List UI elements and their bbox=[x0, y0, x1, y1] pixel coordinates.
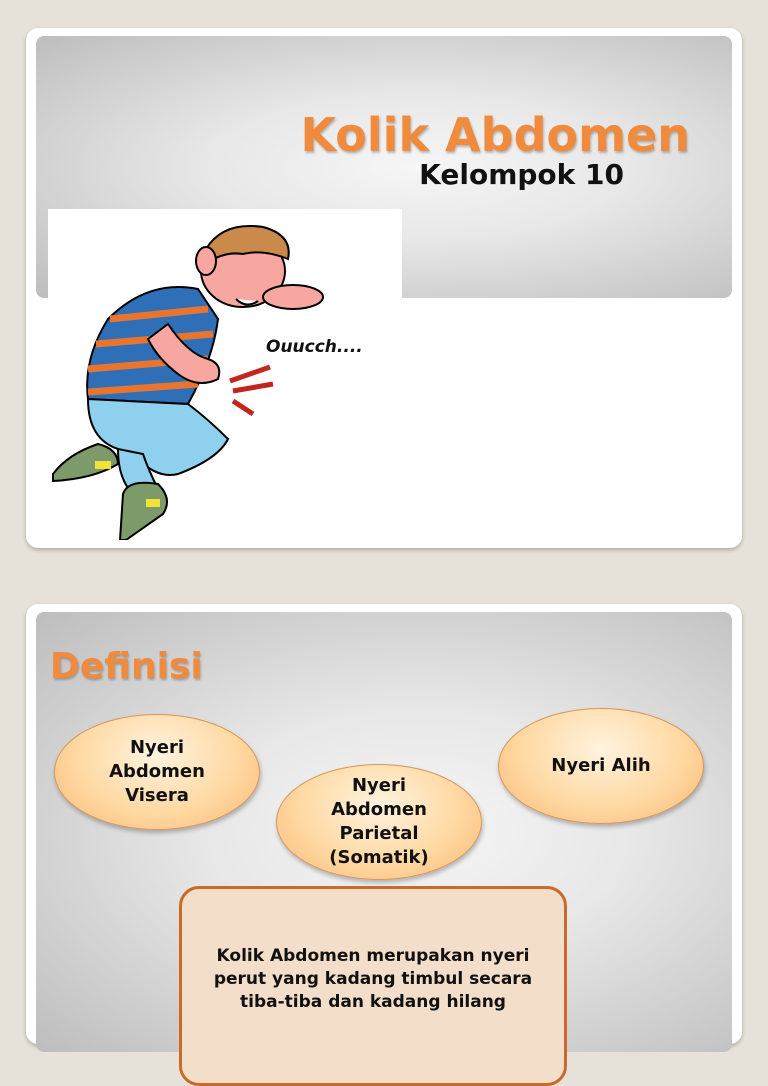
stomachache-clipart bbox=[48, 209, 402, 540]
slide-title: Kolik Abdomen bbox=[300, 108, 690, 162]
oval-label: Nyeri Abdomen Visera bbox=[109, 737, 205, 806]
definition-box bbox=[179, 886, 567, 1086]
slide-subtitle: Kelompok 10 bbox=[419, 158, 624, 191]
slide-title: Definisi bbox=[50, 646, 203, 687]
definition-text: Kolik Abdomen merupakan nyeri perut yang kadang timbul secara tiba-tiba dan kadang hilang bbox=[213, 946, 533, 1012]
title-slide bbox=[26, 28, 742, 548]
oval-label: Nyeri Abdomen Parietal (Somatik) bbox=[329, 775, 429, 868]
clipart-caption: Ouucch.... bbox=[266, 337, 363, 357]
oval-label: Nyeri Alih bbox=[551, 755, 651, 776]
oval-referred-pain bbox=[498, 708, 704, 824]
oval-parietal-pain bbox=[276, 764, 482, 880]
definition-slide bbox=[26, 604, 742, 1044]
oval-visceral-pain bbox=[54, 714, 260, 830]
